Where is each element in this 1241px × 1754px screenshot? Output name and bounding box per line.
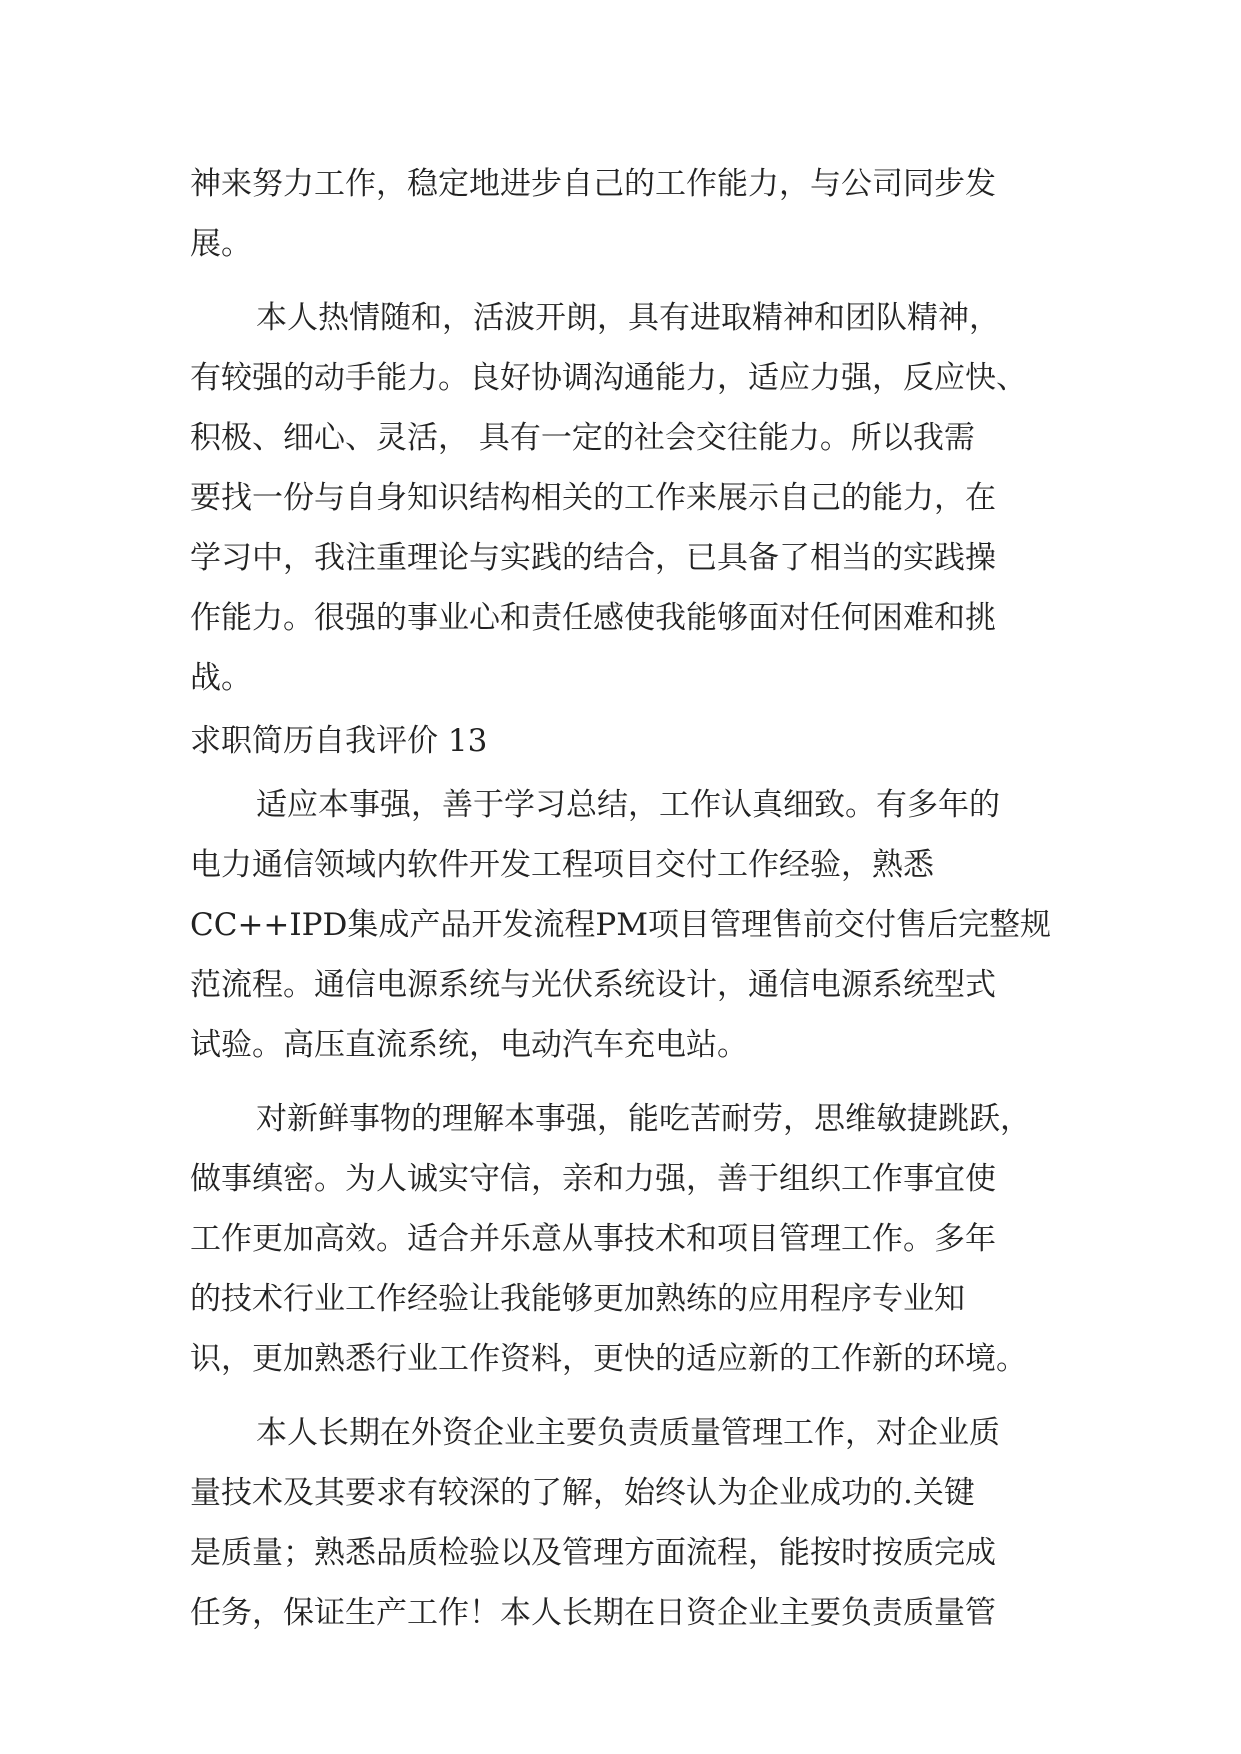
body-text-line: 展。 (190, 226, 252, 262)
body-text-line: 战。 (190, 660, 252, 696)
body-text-line: 的技术行业工作经验让我能够更加熟练的应用程序专业知 (190, 1281, 965, 1317)
body-text-line: 做事缜密。为人诚实守信，亲和力强，善于组织工作事宜使 (190, 1161, 996, 1197)
body-text-line: 作能力。很强的事业心和责任感使我能够面对任何困难和挑 (190, 600, 996, 636)
body-text-line: 任务，保证生产工作！本人长期在日资企业主要负责质量管 (190, 1595, 996, 1631)
paragraph-first-line: 适应本事强，善于学习总结，工作认真细致。有多年的 (256, 787, 1000, 823)
body-text-line: CC++IPD集成产品开发流程PM项目管理售前交付售后完整规 (190, 907, 1051, 943)
body-text-line: 神来努力工作，稳定地进步自己的工作能力，与公司同步发 (190, 166, 996, 202)
body-text-line: 积极、细心、灵活， 具有一定的社会交往能力。所以我需 (190, 420, 975, 456)
body-text-line: 识，更加熟悉行业工作资料，更快的适应新的工作新的环境。 (190, 1341, 1027, 1377)
paragraph-first-line: 本人长期在外资企业主要负责质量管理工作，对企业质 (256, 1415, 1000, 1451)
body-text-line: 范流程。通信电源系统与光伏系统设计，通信电源系统型式 (190, 967, 996, 1003)
body-text-line: 有较强的动手能力。良好协调沟通能力，适应力强，反应快、 (190, 360, 1027, 396)
body-text-line: 学习中，我注重理论与实践的结合，已具备了相当的实践操 (190, 540, 996, 576)
body-text-line: 电力通信领域内软件开发工程项目交付工作经验，熟悉 (190, 847, 934, 883)
body-text-line: 试验。高压直流系统，电动汽车充电站。 (190, 1027, 748, 1063)
paragraph-first-line: 对新鲜事物的理解本事强，能吃苦耐劳，思维敏捷跳跃， (256, 1101, 1031, 1137)
paragraph-first-line: 本人热情随和，活波开朗，具有进取精神和团队精神， (256, 300, 1000, 336)
body-text-line: 要找一份与自身知识结构相关的工作来展示自己的能力，在 (190, 480, 996, 516)
section-heading: 求职简历自我评价 13 (190, 723, 488, 759)
body-text-line: 量技术及其要求有较深的了解，始终认为企业成功的.关键 (190, 1475, 975, 1511)
body-text-line: 工作更加高效。适合并乐意从事技术和项目管理工作。多年 (190, 1221, 996, 1257)
body-text-line: 是质量；熟悉品质检验以及管理方面流程，能按时按质完成 (190, 1535, 996, 1571)
